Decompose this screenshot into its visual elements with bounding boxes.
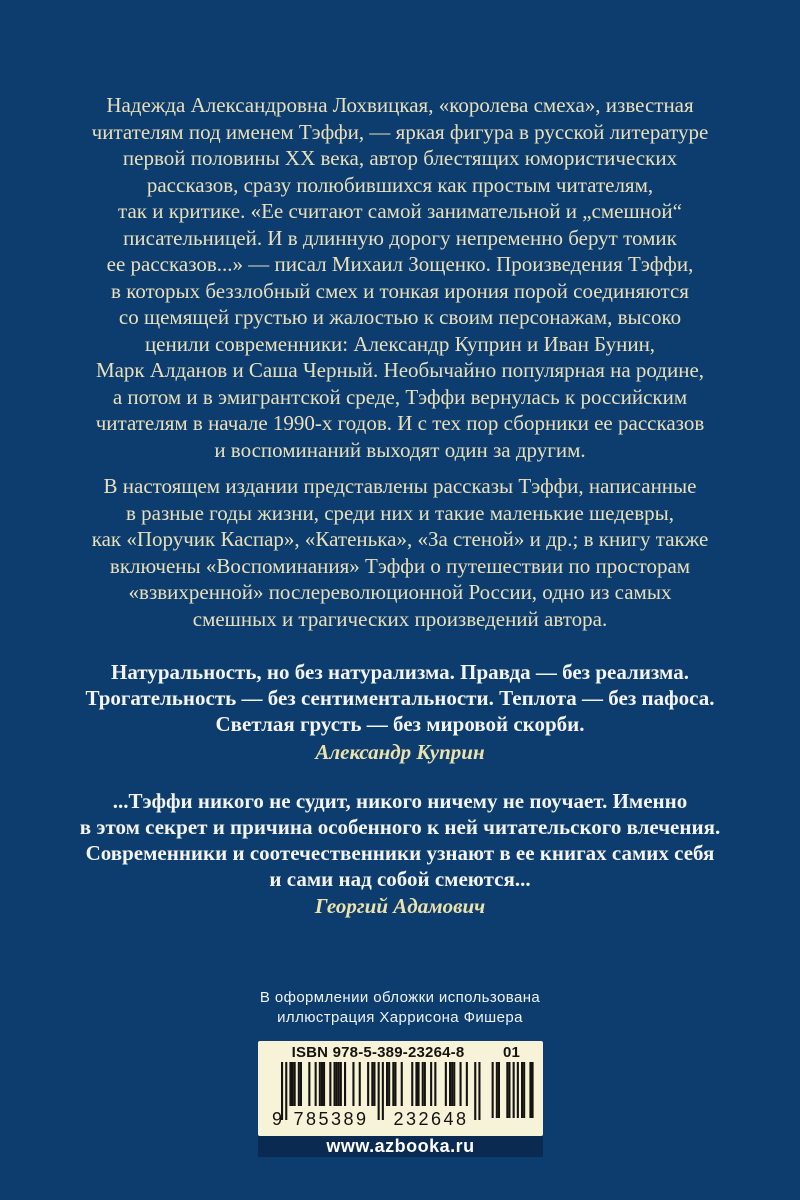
text-line: включены «Воспоминания» Тэффи о путешествии по просторам xyxy=(109,553,691,578)
text-line: со щемящей грустью и жалостью к своим персонажам, высоко xyxy=(118,305,682,329)
quote-adamovich-text xyxy=(0,788,800,892)
text-line: Натуральность, но без натурализма. Правда — без реализма. xyxy=(111,660,689,684)
text-line: Марк Алданов и Саша Черный. Необычайно популярная на родине, xyxy=(95,358,705,382)
barcode-main-column xyxy=(267,1044,489,1136)
barcode-digits-right: 232648 xyxy=(393,1109,469,1128)
text-line: смешных и трагических произведений автора. xyxy=(192,606,608,631)
barcode-addon-column xyxy=(489,1044,534,1136)
text-line: иллюстрация Харрисона Фишера xyxy=(277,1009,523,1026)
publisher-website-url: www.azbooka.ru xyxy=(326,1136,475,1156)
quote-adamovich-author: Георгий Адамович xyxy=(314,894,486,918)
quote-kuprin-author: Александр Куприн xyxy=(315,740,485,764)
text-line: в разные годы жизни, среди них и такие маленькие шедевры, xyxy=(125,500,675,525)
cover-illustration-credit xyxy=(0,988,800,1028)
text-line: В оформлении обложки использована xyxy=(259,989,541,1006)
text-line: как «Поручик Каспар», «Катенька», «За стеной» и др.; в книгу также xyxy=(91,527,709,551)
barcode-addon-number: 01 xyxy=(502,1044,521,1061)
text-line: в которых беззлобный смех и тонкая ирония порой соединяются xyxy=(111,278,689,303)
ean13-barcode xyxy=(267,1062,489,1128)
barcode-digit-lead: 9 xyxy=(272,1109,283,1128)
text-line: ценили современники: Александр Куприн и Иван Бунин, xyxy=(144,331,656,356)
isbn-barcode-panel xyxy=(258,1041,543,1136)
text-line: ее рассказов...» — писал Михаил Зощенко. Произведения Тэффи, xyxy=(106,252,694,276)
text-line: ...Тэффи никого не судит, никого ничему не поучает. Именно xyxy=(112,789,688,813)
isbn-number: ISBN 978-5-389-23264-8 xyxy=(291,1044,465,1061)
ean2-addon-barcode xyxy=(489,1062,534,1120)
annotation-paragraph-1 xyxy=(0,92,800,463)
text-line: так и критике. «Ее считают самой занимательной и „смешной“ xyxy=(118,199,682,223)
text-line: в этом секрет и причина особенного к ней читательского влечения. xyxy=(79,815,721,839)
text-line: Трогательность — без сентиментальности. Теплота — без пафоса. xyxy=(85,686,715,710)
barcode-digits-left: 785389 xyxy=(293,1109,369,1128)
text-line: читателям под именем Тэффи, — яркая фигура в русской литературе xyxy=(91,119,709,144)
text-line: рассказов, сразу полюбившихся как простым читателям, xyxy=(146,172,654,197)
text-line: и воспоминаний выходят один за другим. xyxy=(214,437,586,462)
text-line: а потом и в эмигрантской среде, Тэффи вернулась к российским xyxy=(112,384,688,409)
text-line: читателям в начале 1990-х годов. И с тех пор сборники ее рассказов xyxy=(95,411,705,435)
publisher-website-bar xyxy=(258,1136,543,1157)
text-line: и сами над собой смеются... xyxy=(269,867,531,891)
text-line: Светлая грусть — без мировой скорби. xyxy=(215,712,585,736)
text-line: писательницей. И в длинную дорогу непременно берут томик xyxy=(123,225,677,250)
annotation-paragraph-2 xyxy=(0,473,800,632)
text-line: первой половины XX века, автор блестящих юмористических xyxy=(122,146,678,170)
text-line: «взвихренной» послереволюционной России, одно из самых xyxy=(128,580,672,604)
text-line: В настоящем издании представлены рассказы Тэффи, написанные xyxy=(103,474,697,498)
text-line: Современники и соотечественники узнают в ее книгах самих себя xyxy=(85,841,715,865)
quote-kuprin-text xyxy=(0,659,800,737)
text-line: Надежда Александровна Лохвицкая, «королева смеха», известная xyxy=(106,93,694,117)
